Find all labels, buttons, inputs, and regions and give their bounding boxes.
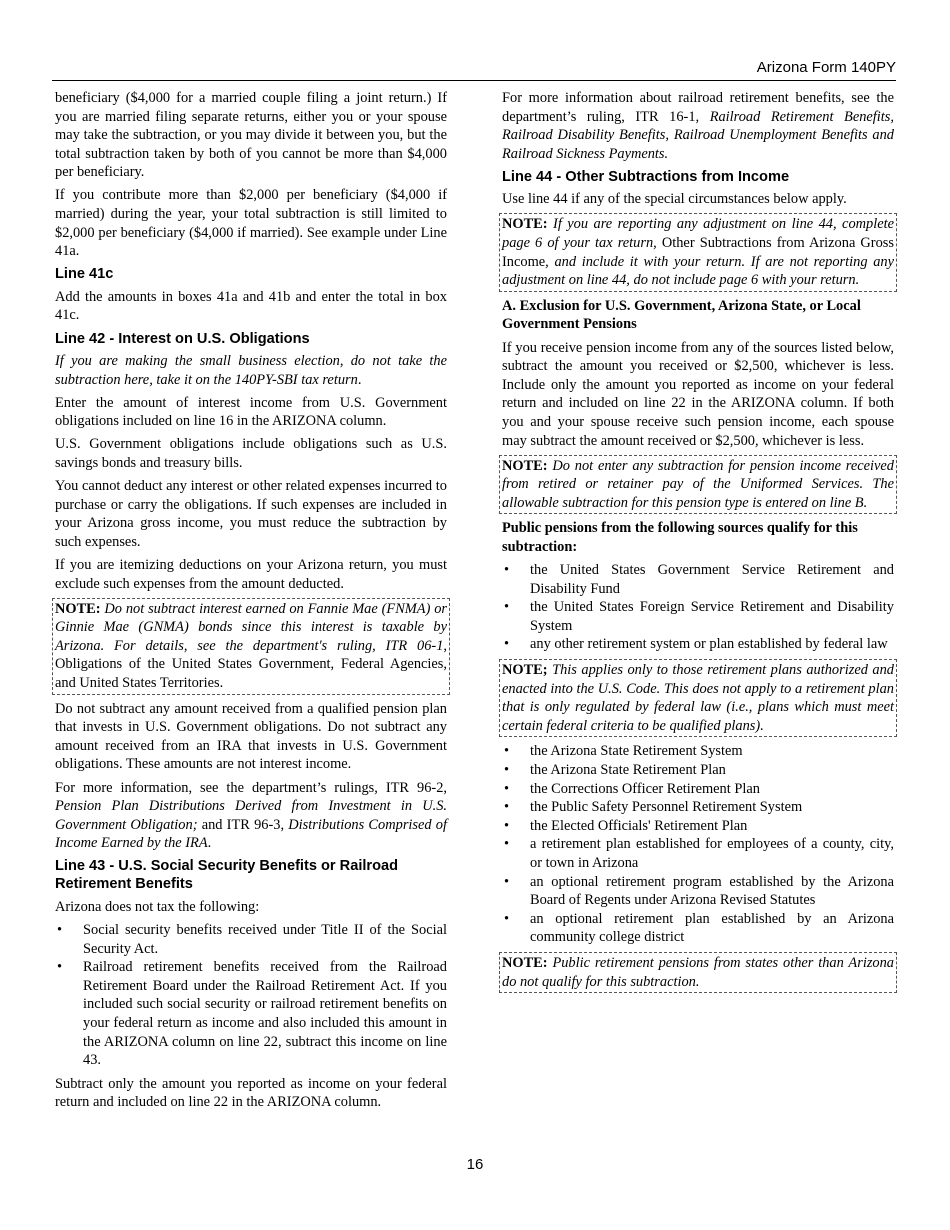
bullet-list [55,921,447,1070]
italic-text: Railroad Retirement Benefits, Railroad Disability Benefits, Railroad Unemployment Benefits and Railroad Sickness Payments. [502,108,894,162]
list-item: • an optional retirement plan established by an Arizona community college district [502,910,894,947]
note-italic-text: , and include it with your return. If are not reporting any adjustment on line 44, do not include page 6 with your return. [502,253,894,289]
note-italic-text: If you are reporting any adjustment on line 44, complete page 6 of your tax return, [502,216,894,252]
bullet-list [502,561,894,654]
list-item: • an optional retirement program established by the Arizona Board of Regents under Arizona Revised Statutes [502,873,894,910]
text: . [357,371,362,388]
note-label: NOTE: [502,216,548,233]
italic-text: Pension Plan Distributions Derived from Investment in U.S. Government Obligation; [55,798,447,833]
note-text: Other Subtractions from Arizona Gross Income [502,235,894,270]
note-box [499,213,897,291]
section-heading-line-41c: Line 41c [55,266,114,283]
list-item: • the United States Foreign Service Retirement and Disability System [502,598,894,635]
paragraph [55,352,447,389]
italic-text: If you are making the small business election, do not take the subtraction here, take it on the 140PY-SBI tax return [55,353,447,388]
note-text: Obligations of the United States Government, Federal Agencies, and United States Territories. [55,656,447,692]
paragraph: Use line 44 if any of the special circumstances below apply. [502,191,847,208]
right-column [502,89,894,998]
paragraph: Subtract only the amount you reported as income on your federal return and included on line 22 in the ARIZONA column. [55,1075,447,1111]
text: and ITR 96-3, [197,816,289,833]
list-item: • the Corrections Officer Retirement Plan [502,780,894,799]
paragraph: You cannot deduct any interest or other related expenses incurred to purchase or carry the obligations. If such expenses are included in your Arizona gross income, you must reduce the subtraction by such expenses. [55,478,447,550]
list-item: • the United States Government Service Retirement and Disability Fund [502,561,894,598]
paragraph: Add the amounts in boxes 41a and 41b and enter the total in box 41c. [55,288,447,324]
list-item: • the Public Safety Personnel Retirement System [502,798,894,817]
note-label: NOTE: [55,600,101,617]
note-label: NOTE; [502,662,548,679]
paragraph: Arizona does not tax the following: [55,898,260,915]
list-item: • the Elected Officials' Retirement Plan [502,817,894,836]
note-label: NOTE: [502,457,548,474]
note-italic-text: Do not enter any subtraction for pension income received from retired or retainer pay of the Uniformed Services. The allowable subtraction for this pension type is entered on line B. [502,457,894,511]
section-heading-line-44: Line 44 - Other Subtractions from Income [502,168,790,185]
note-italic-text: This applies only to those retirement plans authorized and enacted into the U.S. Code. This does not apply to a retirement plan that is only regulated by federal law (i.e., plans which must meet certain federal criteria to be qualified plans). [502,662,894,734]
list-item: • Social security benefits received under Title II of the Social Security Act. [55,921,447,958]
note-italic-text: Public retirement pensions from states other than Arizona do not qualify for this subtraction. [502,954,894,990]
note-box [499,659,897,737]
list-item: • the Arizona State Retirement System [502,742,894,761]
subsection-heading-a: A. Exclusion for U.S. Government, Arizona State, or Local Government Pensions [502,297,861,333]
page-header [52,59,896,81]
italic-text: Distributions Comprised of Income Earned by the IRA [55,816,447,852]
note-box [499,952,897,993]
note-label: NOTE: [502,954,548,971]
note-italic-text: Do not subtract interest earned on Fannie Mae (FNMA) or Ginnie Mae (GNMA) bonds since this interest is taxable by Arizona. For details, see the department's ruling, ITR 06-1, [55,600,447,654]
paragraph: If you are itemizing deductions on your Arizona return, you must exclude such expenses from the amount deducted. [55,556,447,592]
paragraph: If you receive pension income from any of the sources listed below, subtract the amount you received or $2,500, whichever is less. Include only the amount you reported as income on your federal return and included on line 22 in the ARIZONA column. If both you and your spouse receive such pension income, each spouse may subtract the amount received or $2,500, whichever is less. [502,339,894,449]
list-item: • any other retirement system or plan established by federal law [502,635,894,654]
paragraph: If you contribute more than $2,000 per beneficiary ($4,000 if married) during the year, your total subtraction is still limited to $2,000 per beneficiary ($4,000 if married). See example under Line 41a. [55,187,447,260]
text: For more information, see the department’s rulings, ITR 96-2, [55,779,447,796]
paragraph [55,779,447,853]
note-box [499,455,897,515]
text: For more information about railroad retirement benefits, see the department’s ruling, ITR 16-1, [502,90,894,125]
page-number: 16 [466,1156,484,1173]
paragraph: Enter the amount of interest income from U.S. Government obligations included on line 16 in the ARIZONA column. [55,394,447,430]
paragraph: beneficiary ($4,000 for a married couple filing a joint return.) If you are married filing separate returns, either you or your spouse may take the subtraction, or you may divide it between you, but the total subtraction taken by both of you cannot be more than $4,000 per beneficiary. [55,90,447,181]
note-box [52,598,450,695]
section-heading-line-42: Line 42 - Interest on U.S. Obligations [55,330,310,347]
paragraph [502,89,894,163]
left-column [55,89,447,1116]
list-item: • the Arizona State Retirement Plan [502,761,894,780]
list-item: • Railroad retirement benefits received from the Railroad Retirement Board under the Railroad Retirement Act. If you included such social security or railroad retirement benefits on your federal return as income and also included this amount in the ARIZONA column on line 22, subtract this income on line 43. [55,958,447,1070]
paragraph: Do not subtract any amount received from a qualified pension plan that invests in U.S. Government obligations. Do not subtract any amount received from an IRA that invests in U.S. Government obligations. These amounts are not interest income. [55,700,447,773]
text: . [207,835,212,852]
form-title: Arizona Form 140PY [756,59,896,76]
section-heading-line-43: Line 43 - U.S. Social Security Benefits or Railroad Retirement Benefits [55,858,399,893]
subsection-heading-public-pensions: Public pensions from the following sources qualify for this subtraction: [502,520,858,555]
bullet-list [502,742,894,947]
list-item: • a retirement plan established for employees of a county, city, or town in Arizona [502,835,894,872]
paragraph: U.S. Government obligations include obligations such as U.S. savings bonds and treasury bills. [55,436,447,471]
